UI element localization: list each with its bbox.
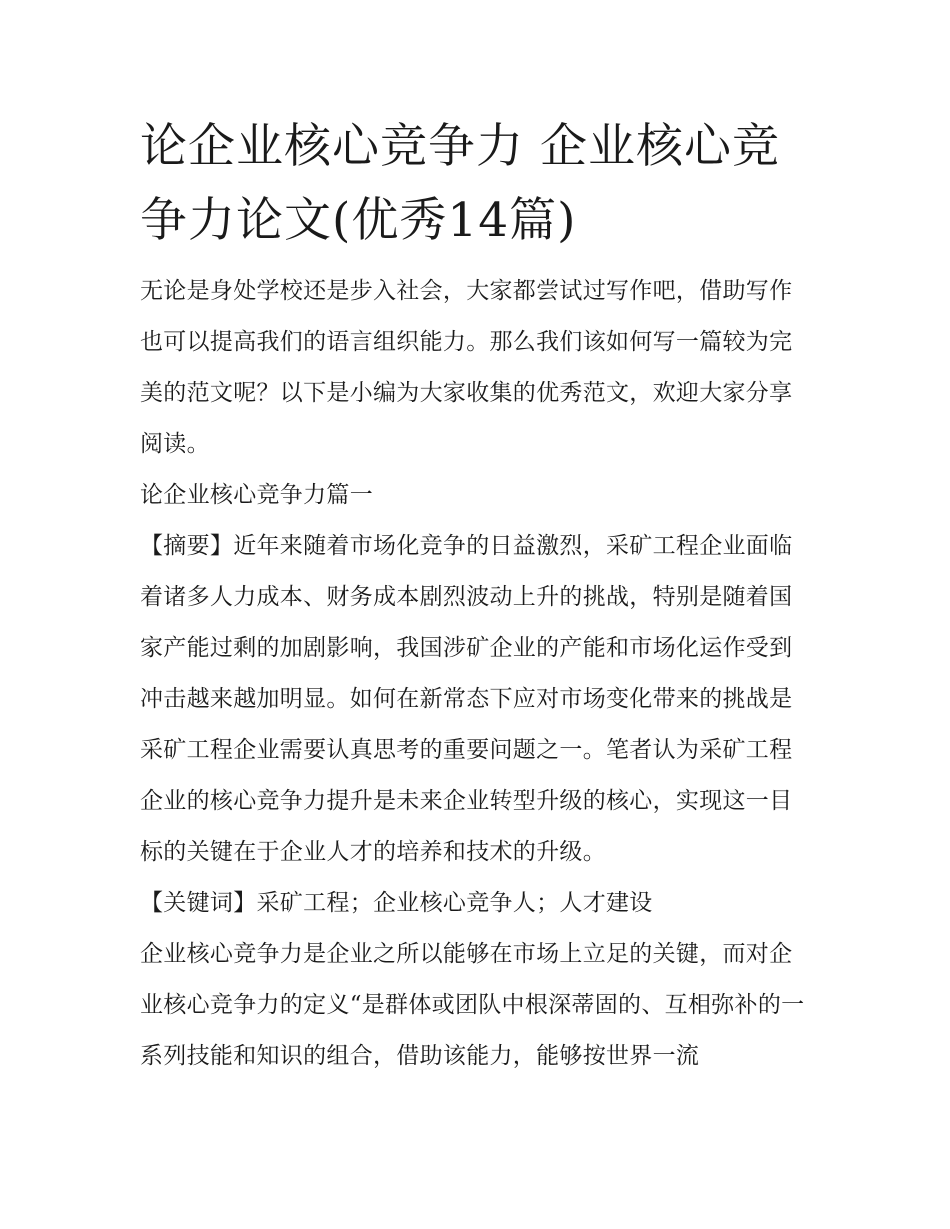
document-page — [140, 110, 812, 1082]
section-heading: 论企业核心竞争力篇一 — [140, 482, 373, 508]
abstract-paragraph: 【摘要】近年来随着市场化竞争的日益激烈，采矿工程企业面临着诸多人力成本、财务成本剧烈波动上升的挑战，特别是随着国家产能过剩的加剧影响，我国涉矿企业的产能和市场化运作受到冲击越来越加明显。如何在新常态下应对市场变化带来的挑战是采矿工程企业需要认真思考的重要问题之一。笔者认为采矿工程企业的核心竞争力提升是未来企业转型升级的核心，实现这一目标的关键在于企业人才的培养和技术的升级。 — [140, 533, 793, 865]
intro-paragraph: 无论是身处学校还是步入社会，大家都尝试过写作吧，借助写作也可以提高我们的语言组织能力。那么我们该如何写一篇较为完美的范文呢？以下是小编为大家收集的优秀范文，欢迎大家分享阅读。 — [140, 278, 793, 457]
body-paragraph: 企业核心竞争力是企业之所以能够在市场上立足的关键，而对企业核心竞争力的定义“是群体或团队中根深蒂固的、互相弥补的一系列技能和知识的组合，借助该能力，能够按世界一流 — [140, 941, 805, 1069]
document-title: 论企业核心竞争力 企业核心竞争力论文(优秀14篇) — [140, 119, 780, 248]
keywords-line: 【关键词】采矿工程；企业核心竞争人；人才建设 — [140, 890, 653, 916]
